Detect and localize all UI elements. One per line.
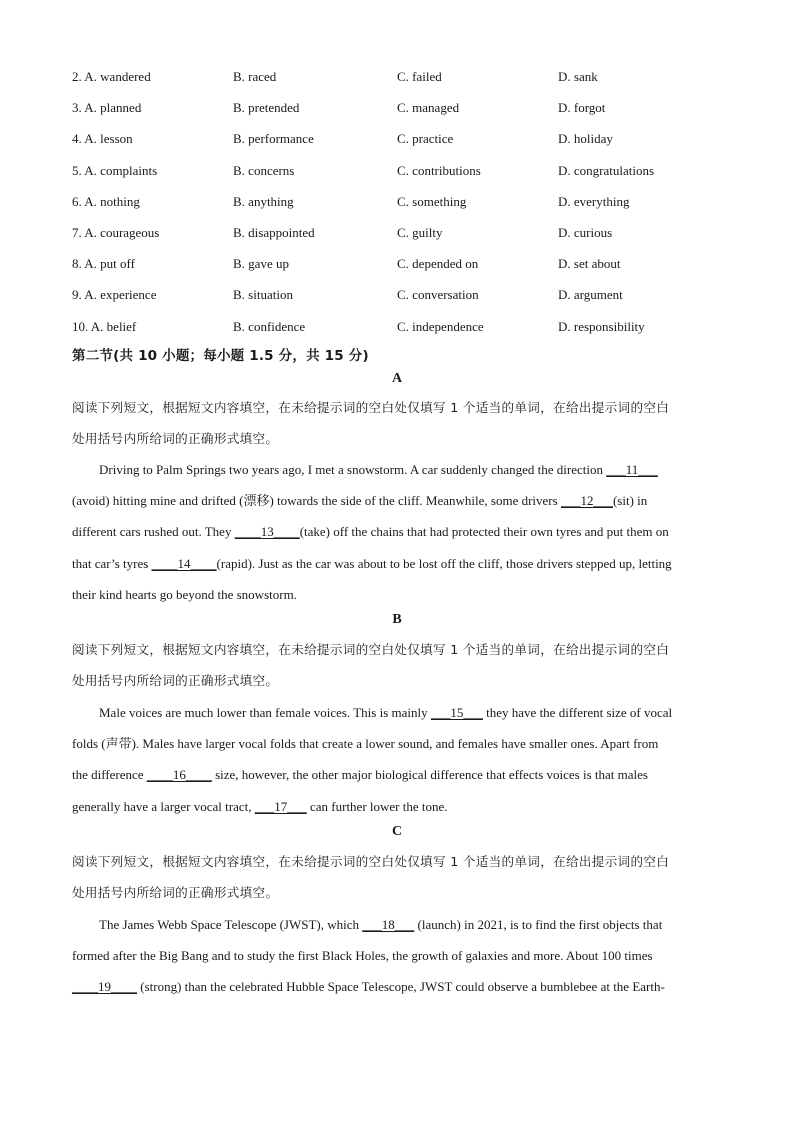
option-c: C. something (397, 193, 467, 209)
option-row (72, 192, 752, 223)
passage-text: that car’s tyres (72, 555, 152, 571)
option-row (72, 161, 752, 192)
passage-text: they have the different size of vocal (482, 705, 673, 720)
option-a: 7. A. courageous (72, 224, 160, 240)
option-d: D. curious (558, 224, 613, 240)
passage-text: (sit) in (612, 493, 648, 509)
option-a: 8. A. put off (72, 256, 135, 272)
blank-12: ___12___ (560, 493, 613, 509)
passage-text: (take) off the chains that had protected their own tyres and put them on (299, 524, 669, 540)
passage-text: The James Webb Space Telescope (JWST), which (99, 917, 363, 932)
option-d: D. argument (558, 287, 623, 303)
option-c: C. contributions (397, 162, 481, 178)
passage-text: (launch) in 2021, is to find the first objects that (414, 917, 663, 932)
option-c: C. practice (397, 131, 454, 147)
option-c: C. depended on (397, 256, 479, 272)
option-d: D. everything (558, 193, 630, 209)
passage-text: size, however, the other major biological difference that effects voices is that males (211, 767, 648, 783)
passage-text: Male voices are much lower than female voices. This is mainly (99, 705, 431, 720)
blank-13: ____13____ (234, 524, 300, 540)
option-c: C. conversation (397, 287, 479, 303)
part-c-instructions (72, 846, 722, 908)
option-c: C. guilty (397, 224, 443, 240)
option-row (72, 317, 752, 348)
instruction-line-1: 阅读下列短文，根据短文内容填空，在未给提示词的空白处仅填写 1 个适当的单词，在给出提示词的空白 (72, 642, 670, 657)
option-d: D. set about (558, 256, 621, 272)
part-c-heading: C (391, 824, 403, 839)
passage-text: can further lower the tone. (306, 798, 448, 814)
option-row (72, 67, 752, 98)
option-row (72, 129, 752, 160)
option-b: B. concerns (233, 162, 295, 178)
blank-11: ___11___ (606, 462, 658, 477)
option-a: 6. A. nothing (72, 193, 140, 209)
option-b: B. gave up (233, 256, 289, 272)
option-a: 9. A. experience (72, 287, 157, 303)
passage-text: (avoid) hitting mine and drifted (漂移) towards the side of the cliff. Meanwhile, some drivers (72, 493, 561, 509)
passage-text: generally have a larger vocal tract, (72, 798, 255, 814)
instruction-line-2: 处用括号内所给词的正确形式填空。 (72, 885, 279, 900)
part-b-instructions (72, 634, 722, 696)
passage-text: different cars rushed out. They (72, 524, 235, 540)
option-b: B. situation (233, 287, 293, 303)
option-b: B. raced (233, 69, 277, 84)
part-b-heading: B (392, 612, 402, 627)
option-d: D. holiday (558, 131, 613, 147)
option-row (72, 98, 752, 129)
option-row (72, 254, 752, 285)
instruction-line-1: 阅读下列短文，根据短文内容填空，在未给提示词的空白处仅填写 1 个适当的单词，在给出提示词的空白 (72, 400, 670, 415)
option-d: D. congratulations (558, 162, 655, 178)
part-c-passage (72, 909, 722, 1003)
passage-text: formed after the Big Bang and to study the first Black Holes, the growth of galaxies and more. About 100 times (72, 948, 653, 964)
option-row (72, 223, 752, 254)
section-title: 第二节(共 10 小题；每小题 1.5 分，共 15 分) (72, 348, 369, 364)
passage-text: their kind hearts go beyond the snowstorm. (72, 586, 297, 602)
blank-17: ___17___ (254, 798, 307, 814)
option-d: D. sank (558, 69, 598, 84)
option-row (72, 285, 752, 316)
blank-19: ____19____ (72, 979, 137, 995)
instruction-line-2: 处用括号内所给词的正确形式填空。 (72, 673, 279, 688)
blank-18: ___18___ (362, 917, 415, 932)
option-d: D. responsibility (558, 318, 645, 334)
option-a: 5. A. complaints (72, 162, 158, 178)
option-b: B. pretended (233, 100, 300, 116)
option-a: 4. A. lesson (72, 131, 133, 147)
option-d: D. forgot (558, 100, 606, 116)
option-b: B. anything (233, 193, 294, 209)
option-b: B. disappointed (233, 224, 315, 240)
option-a: 2. A. wandered (72, 69, 151, 84)
blank-15: ___15___ (430, 705, 483, 720)
option-b: B. performance (233, 131, 314, 147)
passage-text: Driving to Palm Springs two years ago, I met a snowstorm. A car suddenly changed the direction (99, 462, 607, 477)
option-c: C. failed (397, 69, 442, 84)
option-a: 10. A. belief (72, 318, 137, 334)
option-a: 3. A. planned (72, 100, 142, 116)
passage-text: (strong) than the celebrated Hubble Space Telescope, JWST could observe a bumblebee at the Earth- (137, 979, 665, 995)
part-a-heading: A (391, 371, 403, 386)
passage-text: the difference (72, 767, 147, 783)
option-c: C. independence (397, 318, 484, 334)
instruction-line-2: 处用括号内所给词的正确形式填空。 (72, 431, 279, 446)
part-a-passage (72, 454, 722, 610)
passage-text: (rapid). Just as the car was about to be lost off the cliff, those drivers stepped up, letting (216, 555, 672, 571)
blank-14: ____14____ (151, 555, 217, 571)
part-a-instructions (72, 392, 722, 454)
option-b: B. confidence (233, 318, 306, 334)
answer-options-table (72, 67, 752, 348)
blank-16: ____16____ (146, 767, 212, 783)
instruction-line-1: 阅读下列短文，根据短文内容填空，在未给提示词的空白处仅填写 1 个适当的单词，在给出提示词的空白 (72, 854, 670, 869)
option-c: C. managed (397, 100, 460, 116)
passage-text: folds (声带). Males have larger vocal folds that create a lower sound, and females have smaller ones. Apart from (72, 736, 659, 752)
part-b-passage (72, 697, 722, 822)
